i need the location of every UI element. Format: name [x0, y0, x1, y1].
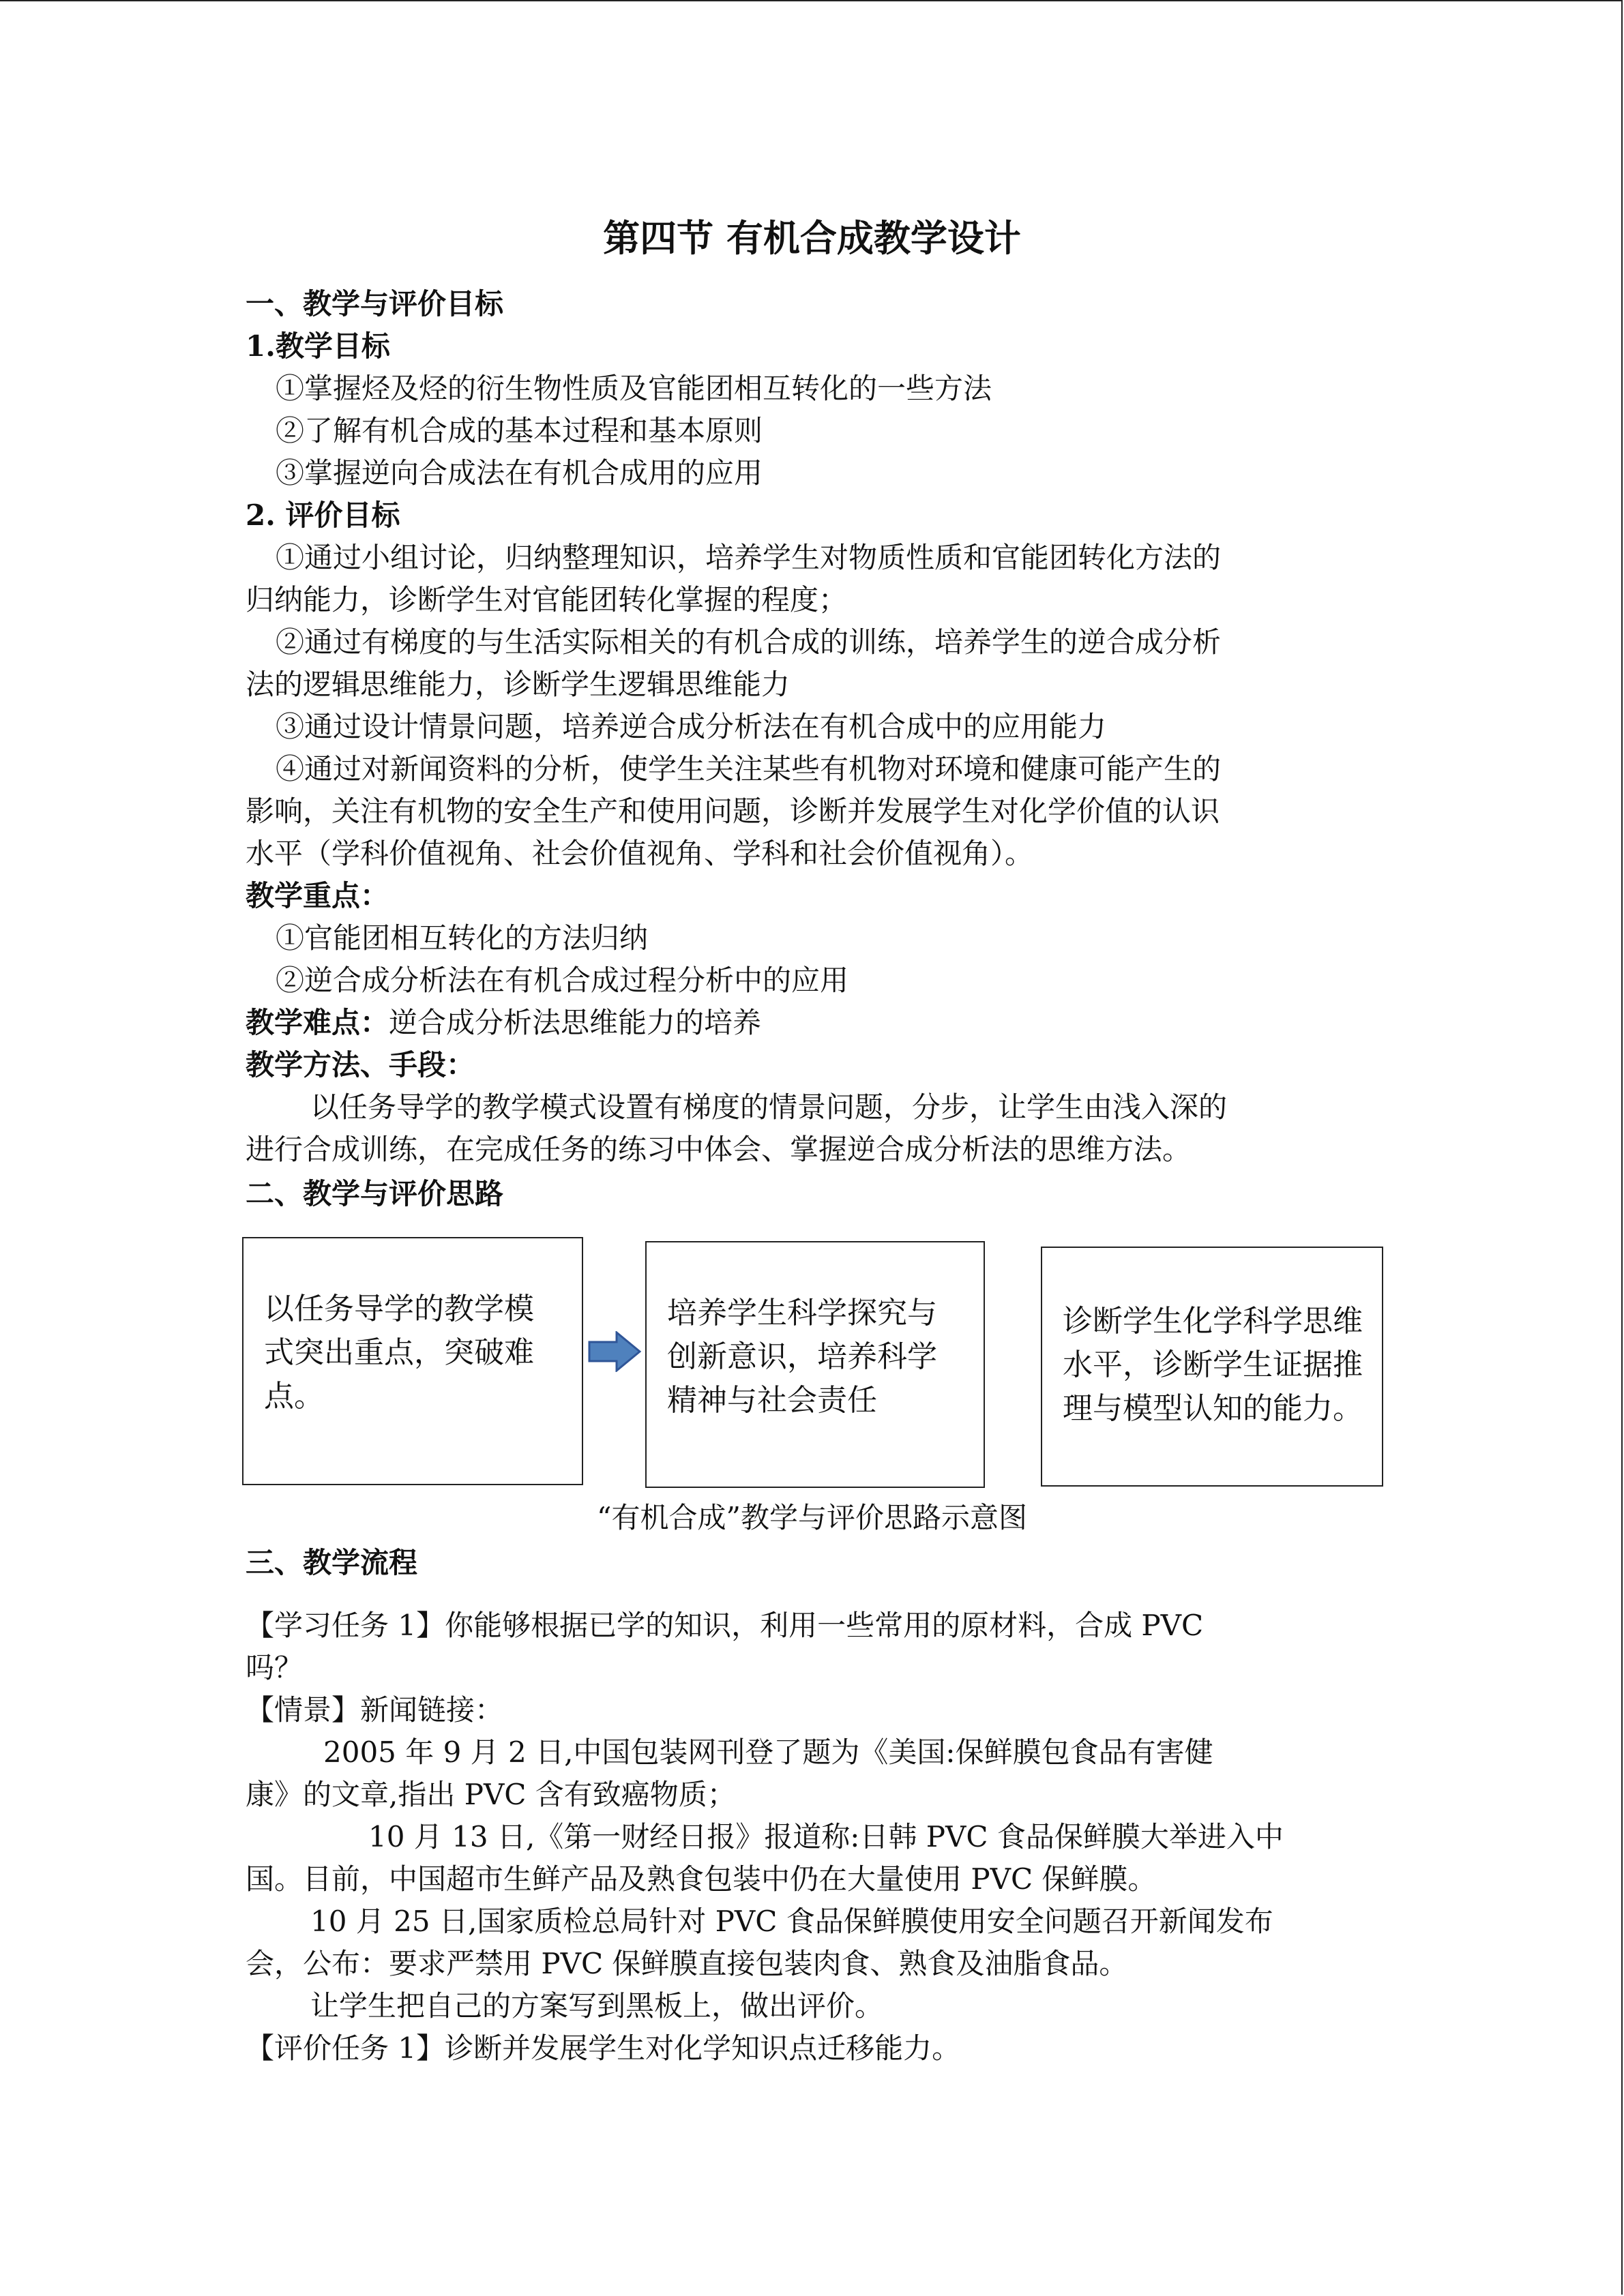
flow-box-2-text: 培养学生科学探究与创新意识，培养科学精神与社会责任 [667, 1296, 937, 1418]
news-line: 国。目前，中国超市生鲜产品及熟食包装中仍在大量使用 PVC 保鲜膜。 [246, 1862, 1157, 1896]
document-title: 第四节 有机合成教学设计 [603, 216, 1021, 260]
flow-box-3-text: 诊断学生化学科学思维水平，诊断学生证据推理与模型认知的能力。 [1063, 1304, 1363, 1426]
teaching-goal-item: ③掌握逆向合成法在有机合成用的应用 [276, 456, 763, 490]
news-line: 2005 年 9 月 2 日,中国包装网刊登了题为《美国:保鲜膜包食品有害健 [323, 1735, 1213, 1769]
evaluation-goal-line: ②通过有梯度的与生活实际相关的有机合成的训练，培养学生的逆合成分析 [276, 625, 1222, 659]
teaching-goal-item: ①掌握烃及烃的衍生物性质及官能团相互转化的一些方法 [276, 372, 992, 405]
diagram-caption: “有机合成”教学与评价思路示意图 [597, 1501, 1027, 1534]
methods-line: 以任务导学的教学模式设置有梯度的情景问题，分步，让学生由浅入深的 [310, 1090, 1228, 1124]
flow-box-2 [645, 1241, 985, 1488]
difficulty-label: 教学难点： [246, 1006, 389, 1039]
task1-line: 吗？ [246, 1651, 304, 1684]
news-line: 会，公布：要求严禁用 PVC 保鲜膜直接包装肉食、熟食及油脂食品。 [246, 1947, 1128, 1980]
news-line: 康》的文章,指出 PVC 含有致癌物质； [246, 1778, 736, 1811]
section1-heading: 一、教学与评价目标 [246, 287, 504, 320]
evaluation-goal-line: 影响，关注有机物的安全生产和使用问题，诊断并发展学生对化学价值的认识 [246, 794, 1220, 828]
flow-box-1 [242, 1237, 583, 1485]
difficulty-text: 逆合成分析法思维能力的培养 [389, 1006, 762, 1039]
teaching-goals-heading: 1.教学目标 [246, 329, 390, 363]
flow-box-1-text: 以任务导学的教学模式突出重点，突破难点。 [264, 1292, 534, 1414]
difficulty-line [246, 1004, 761, 1042]
scenario-label: 【情景】新闻链接： [246, 1693, 504, 1727]
evaluation-goal-line: 法的逻辑思维能力，诊断学生逻辑思维能力 [246, 668, 791, 701]
evaluation-goals-heading: 2. 评价目标 [246, 498, 400, 532]
news-line: 10 月 13 日,《第一财经日报》报道称:日韩 PVC 食品保鲜膜大举进入中 [368, 1820, 1284, 1853]
key-points-label: 教学重点： [246, 879, 389, 912]
right-arrow-icon [588, 1331, 641, 1372]
evaluation-goal-line: ③通过设计情景问题，培养逆合成分析法在有机合成中的应用能力 [276, 710, 1107, 743]
evaluation-goal-line: ①通过小组讨论，归纳整理知识，培养学生对物质性质和官能团转化方法的 [276, 541, 1222, 574]
teaching-goal-item: ②了解有机合成的基本过程和基本原则 [276, 414, 763, 447]
news-line: 让学生把自己的方案写到黑板上，做出评价。 [310, 1989, 884, 2023]
section2-heading: 二、教学与评价思路 [246, 1177, 504, 1210]
methods-label: 教学方法、手段： [246, 1048, 475, 1082]
section3-heading: 三、教学流程 [246, 1546, 418, 1579]
eval-task1-line: 【评价任务 1】诊断并发展学生对化学知识点迁移能力。 [246, 2031, 961, 2065]
evaluation-goal-line: 水平（学科价值视角、社会价值视角、学科和社会价值视角）。 [246, 837, 1034, 870]
evaluation-goal-line: ④通过对新闻资料的分析，使学生关注某些有机物对环境和健康可能产生的 [276, 752, 1222, 786]
evaluation-goal-line: 归纳能力，诊断学生对官能团转化掌握的程度； [246, 583, 848, 616]
key-point-item: ①官能团相互转化的方法归纳 [276, 921, 649, 955]
flow-box-3 [1041, 1247, 1383, 1487]
methods-line: 进行合成训练，在完成任务的练习中体会、掌握逆合成分析法的思维方法。 [246, 1133, 1192, 1166]
news-line: 10 月 25 日,国家质检总局针对 PVC 食品保鲜膜使用安全问题召开新闻发布 [310, 1905, 1273, 1938]
key-point-item: ②逆合成分析法在有机合成过程分析中的应用 [276, 964, 849, 997]
task1-line: 【学习任务 1】你能够根据已学的知识，利用一些常用的原材料，合成 PVC [246, 1609, 1204, 1642]
